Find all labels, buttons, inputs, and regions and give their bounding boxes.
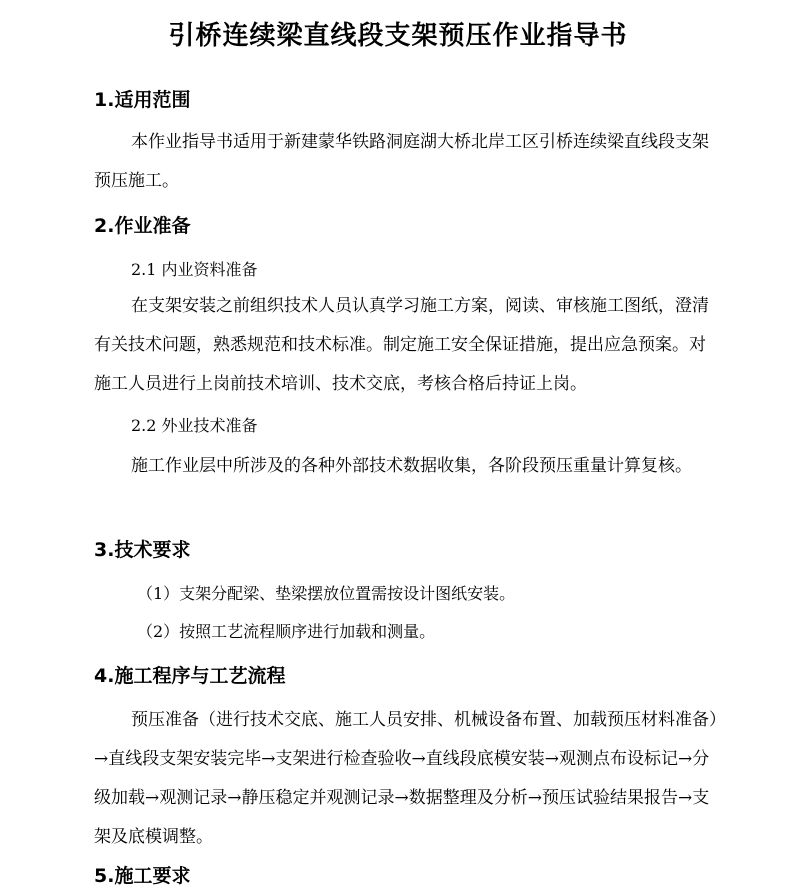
subsection-title-internal-docs: 2.1 内业资料准备 [131,260,258,279]
section-heading-scope: 1.适用范围 [94,89,191,111]
section-heading-tech-requirements: 3.技术要求 [94,539,191,561]
next-section-heading: 5.施工要求 [94,865,191,887]
section-heading-preparation: 2.作业准备 [94,215,191,237]
internal-docs-paragraph: 在支架安装之前组织技术人员认真学习施工方案，阅读、审核施工图纸，澄清有关技术问题，熟悉规范和技术标准。制定施工安全保证措施，提出应急预案。对施工人员进行上岗前技术培训、技术交底，考核合格后持证上岗。 [94,296,709,394]
requirement-item-2: （2）按照工艺流程顺序进行加载和测量。 [137,622,436,641]
section-heading-procedure: 4.施工程序与工艺流程 [94,665,286,687]
document-title: 引桥连续梁直线段支架预压作业指导书 [168,21,628,51]
scope-paragraph: 本作业指导书适用于新建蒙华铁路洞庭湖大桥北岸工区引桥连续梁直线段支架预压施工。 [94,132,709,191]
procedure-paragraph: 预压准备（进行技术交底、施工人员安排、机械设备布置、加载预压材料准备）→直线段支架安装完毕→支架进行检查验收→直线段底模安装→观测点布设标记→分级加载→观测记录→静压稳定并观测记录→数据整理及分析→预压试验结果报告→支架及底模调整。 [94,710,718,847]
subsection-title-field-tech: 2.2 外业技术准备 [131,416,258,435]
requirement-item-1: （1）支架分配梁、垫梁摆放位置需按设计图纸安装。 [137,584,516,603]
next-section-heading-cutoff [94,860,204,887]
field-tech-paragraph: 施工作业层中所涉及的各种外部技术数据收集，各阶段预压重量计算复核。 [131,456,692,476]
